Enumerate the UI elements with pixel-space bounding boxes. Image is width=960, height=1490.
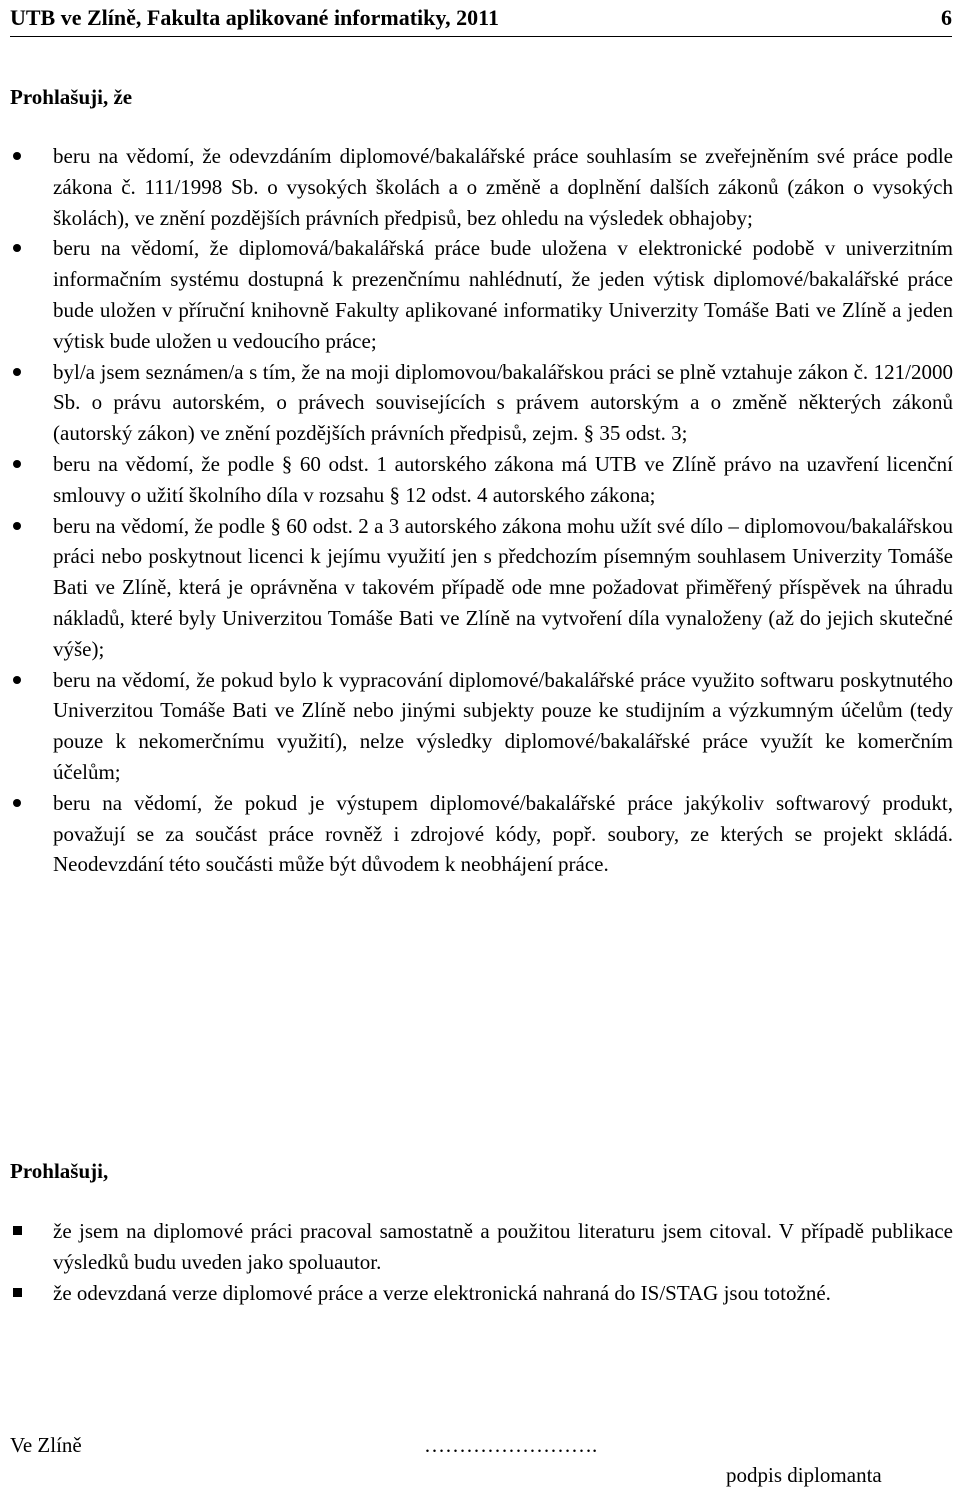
signature-line: …………………….: [424, 1433, 598, 1457]
list-item-text: beru na vědomí, že odevzdáním diplomové/bakalářské práce souhlasím se zveřejněním své práce podle zákona č. 111/1998 Sb. o vysokých školách a o změně a doplnění dalších zákonů (zákon o vysokých školách), ve znění pozdějších právních předpisů, bez ohledu na výsledek obhajoby;: [53, 144, 953, 230]
list-item: [53, 449, 953, 511]
section1-heading: Prohlašuji, že: [10, 85, 133, 109]
header-title: UTB ve Zlíně, Fakulta aplikované informatiky, 2011: [10, 5, 499, 30]
signature-label: podpis diplomanta: [726, 1463, 882, 1487]
section2-heading: Prohlašuji,: [10, 1159, 109, 1183]
list-item: [53, 511, 953, 665]
list-item: [53, 233, 953, 356]
list-item: [53, 1278, 953, 1309]
affirmation-list: [0, 1216, 960, 1308]
list-item-text: beru na vědomí, že podle § 60 odst. 2 a 3 autorského zákona mohu užít své dílo – diplomovou/bakalářskou práci nebo poskytnout licenci k jejímu využití jen s předchozím písemným souhlasem Univerzity Tomáše Bati ve Zlíně, která je oprávněna v takovém případě ode mne požadovat přiměřený příspěvek na úhradu nákladů, které byly Univerzitou Tomáše Bati ve Zlíně na vytvoření díla vynaloženy (až do jejich skutečné výše);: [53, 513, 953, 661]
list-item-text: že odevzdaná verze diplomové práce a verze elektronická nahraná do IS/STAG jsou totožné.: [53, 1280, 831, 1305]
list-item-text: beru na vědomí, že pokud bylo k vypracování diplomové/bakalářské práce využito softwaru poskytnutého Univerzitou Tomáše Bati ve Zlíně nebo jinými subjekty pouze ke studijním a výzkumným účelům (tedy pouze k nekomerčnímu využití), nelze výsledky diplomové/bakalářské práce využít ke komerčním účelům;: [53, 667, 953, 784]
page-header: [10, 2, 952, 37]
list-item-text: beru na vědomí, že podle § 60 odst. 1 autorského zákona má UTB ve Zlíně právo na uzavření licenční smlouvy o užití školního díla v rozsahu § 12 odst. 4 autorského zákona;: [53, 451, 953, 507]
list-item-text: byl/a jsem seznámen/a s tím, že na moji diplomovou/bakalářskou práci se plně vztahuje zákon č. 121/2000 Sb. o právu autorském, o právech souvisejících s právem autorským a o změně některých zákonů (autorský zákon) ve znění pozdějších právních předpisů, zejm. § 35 odst. 3;: [53, 359, 953, 446]
list-item-text: že jsem na diplomové práci pracoval samostatně a použitou literaturu jsem citoval. V případě publikace výsledků budu uveden jako spoluautor.: [53, 1219, 953, 1274]
list-item: [53, 788, 953, 880]
declaration-list: [0, 141, 960, 880]
list-item: [53, 141, 953, 233]
list-item-text: beru na vědomí, že pokud je výstupem diplomové/bakalářské práce jakýkoliv softwarový produkt, považují se za součást práce rovněž i zdrojové kódy, popř. soubory, ze kterých se projekt skládá. Neodevzdání této součásti může být důvodem k neobhájení práce.: [53, 790, 953, 877]
list-item: [53, 1216, 953, 1278]
list-item-text: beru na vědomí, že diplomová/bakalářská práce bude uložena v elektronické podobě v univerzitním informačním systému dostupná k prezenčnímu nahlédnutí, že jeden výtisk diplomové/bakalářské práce bude uložen v příruční knihovně Fakulty aplikované informatiky Univerzity Tomáše Bati ve Zlíně a jeden výtisk bude uložen u vedoucího práce;: [53, 236, 953, 353]
list-item: [53, 665, 953, 788]
list-item: [53, 357, 953, 449]
page-number: 6: [941, 5, 952, 30]
signature-place: Ve Zlíně: [10, 1433, 82, 1457]
